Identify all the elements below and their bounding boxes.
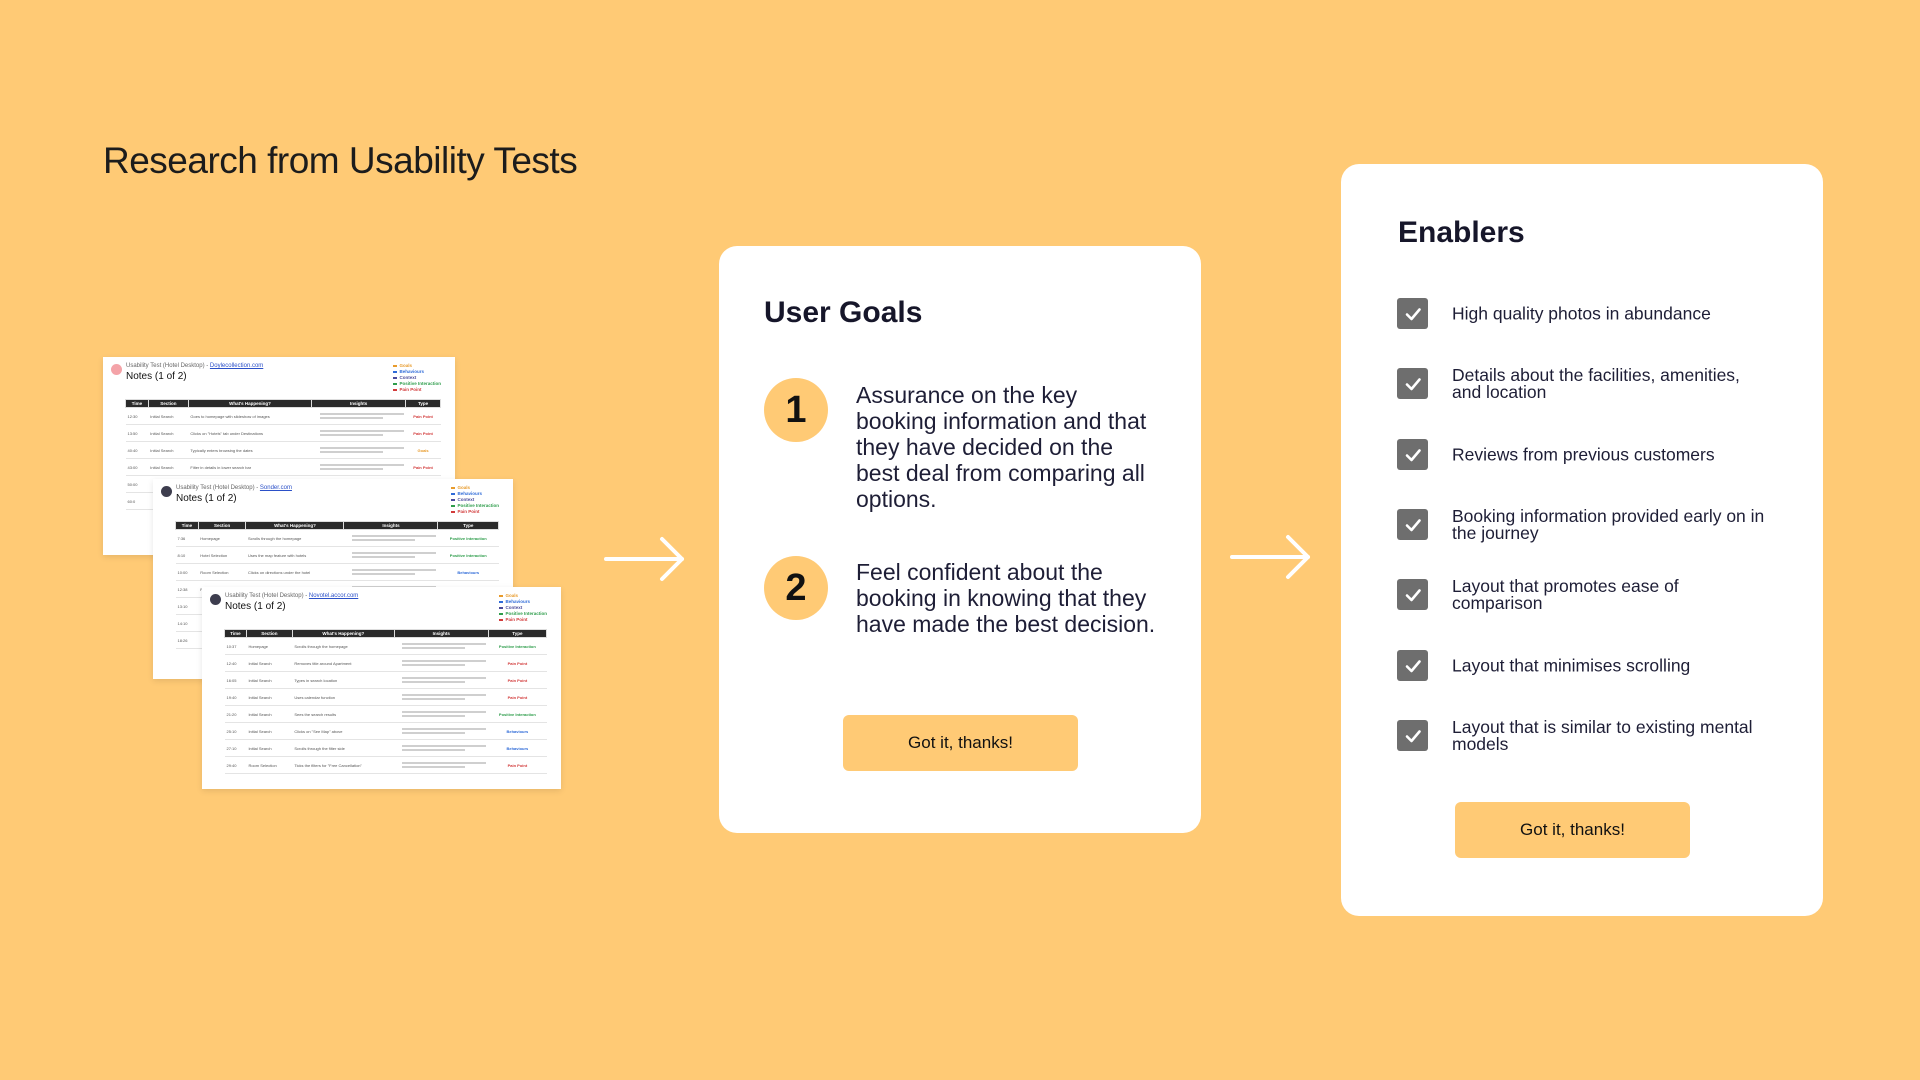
legend-entry: Context [393,375,441,381]
legend-entry: Pain Point [393,387,441,393]
enabler-label: Booking information provided early on in the journey [1452,506,1765,543]
table-row: 12:38 [176,581,499,598]
column-header: Section [246,630,292,638]
table-row: 7:36 Homepage Scrolls through the homepage Positive Interaction [176,530,499,547]
table-row: 16:05 Initial Search Types in search location Pain Point [225,672,547,689]
column-header: Insights [312,400,406,408]
enabler-label: Layout that promotes ease of comparison [1452,576,1679,613]
enabler-item [1397,294,1797,334]
table-row: 21:20 Initial Search Sees the search results Positive Interaction [225,706,547,723]
got-it-button[interactable]: Got it, thanks! [843,715,1078,771]
legend-entry: Behaviours [499,599,547,605]
legend-entry: Pain Point [451,509,499,515]
checkbox-checked-icon[interactable] [1397,720,1428,751]
column-header: Type [406,400,441,408]
legend-entry: Goals [451,485,499,491]
legend-entry: Positive Interaction [451,503,499,509]
column-header: Type [488,630,546,638]
legend-entry: Behaviours [451,491,499,497]
test-source: Usability Test (Hotel Desktop) - Doylecollection.com [126,363,264,369]
avatar [161,486,172,497]
avatar [111,364,122,375]
notes-title: Notes (1 of 2) [126,371,187,382]
column-header: What's Happening? [246,522,344,530]
enabler-item [1397,716,1797,756]
table-row: 12:30 Initial Search Goes to homepage with slideshow of images Pain Point [126,408,441,425]
legend-entry: Context [451,497,499,503]
table-row: 8:10 Hotel Selection Uses the map feature with hotels Positive Interaction [176,547,499,564]
avatar [210,594,221,605]
table-row: 10:37 Homepage Scrolls through the homepage Positive Interaction [225,638,547,655]
legend-entry: Pain Point [499,617,547,623]
legend-entry: Positive Interaction [499,611,547,617]
table-row: 19:40 Initial Search Uses calendar function Pain Point [225,689,547,706]
column-header: Section [148,400,188,408]
table-row: 27:10 Initial Search Scrolls through the filter side Behaviours [225,740,547,757]
table-row: 13:50 Initial Search Clicks on "Hotels" tab under Destinations Pain Point [126,425,441,442]
source-link[interactable]: Doylecollection.com [209,363,264,369]
source-link[interactable]: Novotel.accor.com [308,593,359,599]
table-row: 10:00 Room Selection Clicks on directions under the hotel Behaviours [176,564,499,581]
notes-title: Notes (1 of 2) [176,493,237,504]
checkbox-checked-icon[interactable] [1397,368,1428,399]
table-row: 60:0 [126,493,441,510]
checkbox-checked-icon[interactable] [1397,298,1428,329]
enabler-item [1397,505,1797,545]
table-row: 40:40 Initial Search Typically enters browsing the dates Goals [126,442,441,459]
legend-entry: Goals [393,363,441,369]
column-header: Time [176,522,199,530]
arrow-right-icon [604,536,686,582]
column-header: What's Happening? [188,400,311,408]
enabler-item [1397,364,1797,404]
legend [393,363,441,393]
user-goals-title: User Goals [764,296,923,329]
user-goals-card [719,246,1201,833]
legend [499,593,547,623]
legend [451,485,499,515]
source-link[interactable]: Sonder.com [259,485,292,491]
enabler-label: Layout that minimises scrolling [1452,655,1691,676]
table-row: 43:00 Initial Search Filter in details in lower search bar Pain Point [126,459,441,476]
table-row: 13:10 [176,598,499,615]
table-row: 12:40 Initial Search Removes title around Apartment Pain Point [225,655,547,672]
enabler-label: Details about the facilities, amenities, and location [1452,365,1740,402]
goal-number-badge: 1 [764,378,828,442]
legend-entry: Goals [499,593,547,599]
notes-title: Notes (1 of 2) [225,601,286,612]
enabler-item [1397,646,1797,686]
goal-number-badge: 2 [764,556,828,620]
legend-entry: Behaviours [393,369,441,375]
enabler-label: Reviews from previous customers [1452,444,1715,465]
column-header: Time [225,630,247,638]
table-row: 18:26 [176,632,499,649]
notes-table [224,629,547,774]
enabler-item [1397,435,1797,475]
usability-test-notes-thumbnail [202,587,561,789]
checkbox-checked-icon[interactable] [1397,579,1428,610]
enabler-label: Layout that is similar to existing mental models [1452,717,1753,754]
test-source: Usability Test (Hotel Desktop) - Novotel.accor.com [225,593,359,599]
got-it-button[interactable]: Got it, thanks! [1455,802,1690,858]
table-row: 50:00 [126,476,441,493]
table-row: 14:10 [176,615,499,632]
test-source: Usability Test (Hotel Desktop) - Sonder.com [176,485,292,491]
enablers-card [1341,164,1823,916]
enablers-title: Enablers [1398,216,1525,249]
legend-entry: Positive Interaction [393,381,441,387]
arrow-right-icon [1230,534,1312,580]
column-header: Type [438,522,499,530]
enabler-label: High quality photos in abundance [1452,303,1711,324]
page-title: Research from Usability Tests [103,140,578,181]
checkbox-checked-icon[interactable] [1397,439,1428,470]
table-row: 29:40 Room Selection Ticks the filters for "Free Cancellation" Pain Point [225,757,547,774]
column-header: Insights [344,522,438,530]
goal-text: Assurance on the key booking information and that they have decided on the best deal from comparing all options. [856,382,1147,512]
column-header: Section [198,522,246,530]
goal-text: Feel confident about the booking in knowing that they have made the best decision. [856,559,1156,637]
legend-entry: Context [499,605,547,611]
column-header: Insights [394,630,488,638]
table-row: 25:10 Initial Search Clicks on "See Map" above Behaviours [225,723,547,740]
checkbox-checked-icon[interactable] [1397,650,1428,681]
column-header: Time [126,400,149,408]
checkbox-checked-icon[interactable] [1397,509,1428,540]
column-header: What's Happening? [292,630,394,638]
enabler-item [1397,575,1797,615]
